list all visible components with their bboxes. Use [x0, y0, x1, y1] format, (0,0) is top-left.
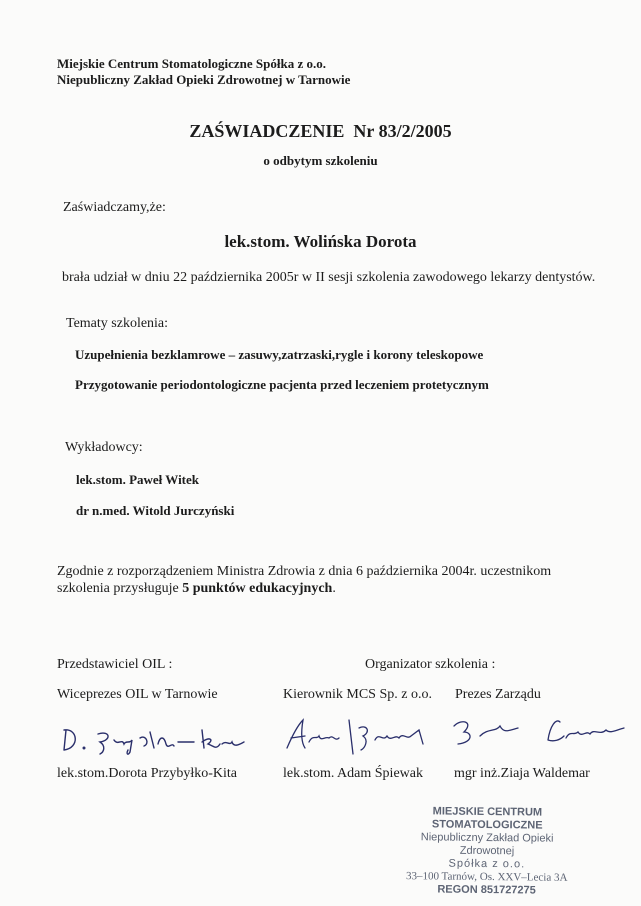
recipient-name: lek.stom. Wolińska Dorota: [224, 232, 417, 251]
regulation-prefix: szkolenia przysługuje: [57, 581, 183, 596]
lecturer-item: dr n.med. Witold Jurczyński: [76, 503, 235, 518]
regulation-suffix: .: [332, 581, 336, 596]
participation-text: brała udział w dniu 22 października 2005r w II sesji szkolenia zawodowego lekarzy dentystów.: [62, 270, 596, 285]
lecturer-item: lek.stom. Paweł Witek: [76, 472, 200, 487]
signature-oil: [60, 722, 260, 758]
oil-signer-name: lek.stom.Dorota Przybyłko-Kita: [57, 766, 238, 781]
certificate-subtitle: o odbytym szkoleniu: [263, 153, 378, 168]
mcs-manager-title: Kierownik MCS Sp. z o.o.: [283, 687, 432, 702]
certificate-title: ZAŚWIADCZENIE Nr 83/2/2005: [189, 121, 452, 141]
education-points: 5 punktów edukacyjnych: [182, 581, 333, 596]
regulation-line-2: [57, 581, 336, 597]
topic-item: Przygotowanie periodontologiczne pacjenta przed leczeniem protetycznym: [75, 377, 489, 392]
company-stamp: [392, 805, 583, 898]
header-facility-name: Niepubliczny Zakład Opieki Zdrowotnej w Tarnowie: [57, 72, 351, 87]
organizer-label: Organizator szkolenia :: [365, 657, 496, 672]
board-signer-name: mgr inż.Ziaja Waldemar: [454, 766, 590, 781]
oil-representative-label: Przedstawiciel OIL :: [57, 657, 173, 672]
vice-president-title: Wiceprezes OIL w Tarnowie: [57, 687, 218, 702]
certify-label: Zaświadczamy,że:: [63, 200, 166, 215]
signature-mcs: [283, 714, 443, 756]
stamp-line-2: Niepubliczny Zakład Opieki Zdrowotnej: [420, 831, 554, 858]
board-president-title: Prezes Zarządu: [455, 687, 541, 702]
lecturers-label: Wykładowcy:: [65, 440, 143, 455]
stamp-line-4: 33–100 Tarnów, Os. XXV–Lecia 3A: [405, 870, 568, 884]
stamp-line-5: REGON 851727275: [437, 883, 536, 897]
stamp-line-3: Spółka z o.o.: [448, 857, 526, 871]
stamp-line-1: MIEJSKIE CENTRUM STOMATOLOGICZNE: [431, 805, 543, 832]
topics-label: Tematy szkolenia:: [66, 316, 169, 331]
regulation-line-1: Zgodnie z rozporządzeniem Ministra Zdrowia z dnia 6 października 2004r. uczestnikom: [57, 564, 552, 579]
mcs-signer-name: lek.stom. Adam Śpiewak: [283, 766, 423, 781]
header-company-name: Miejskie Centrum Stomatologiczne Spółka z o.o.: [57, 56, 327, 71]
signature-board: [450, 712, 635, 752]
topic-item: Uzupełnienia bezklamrowe – zasuwy,zatrzaski,rygle i korony teleskopowe: [75, 347, 484, 362]
